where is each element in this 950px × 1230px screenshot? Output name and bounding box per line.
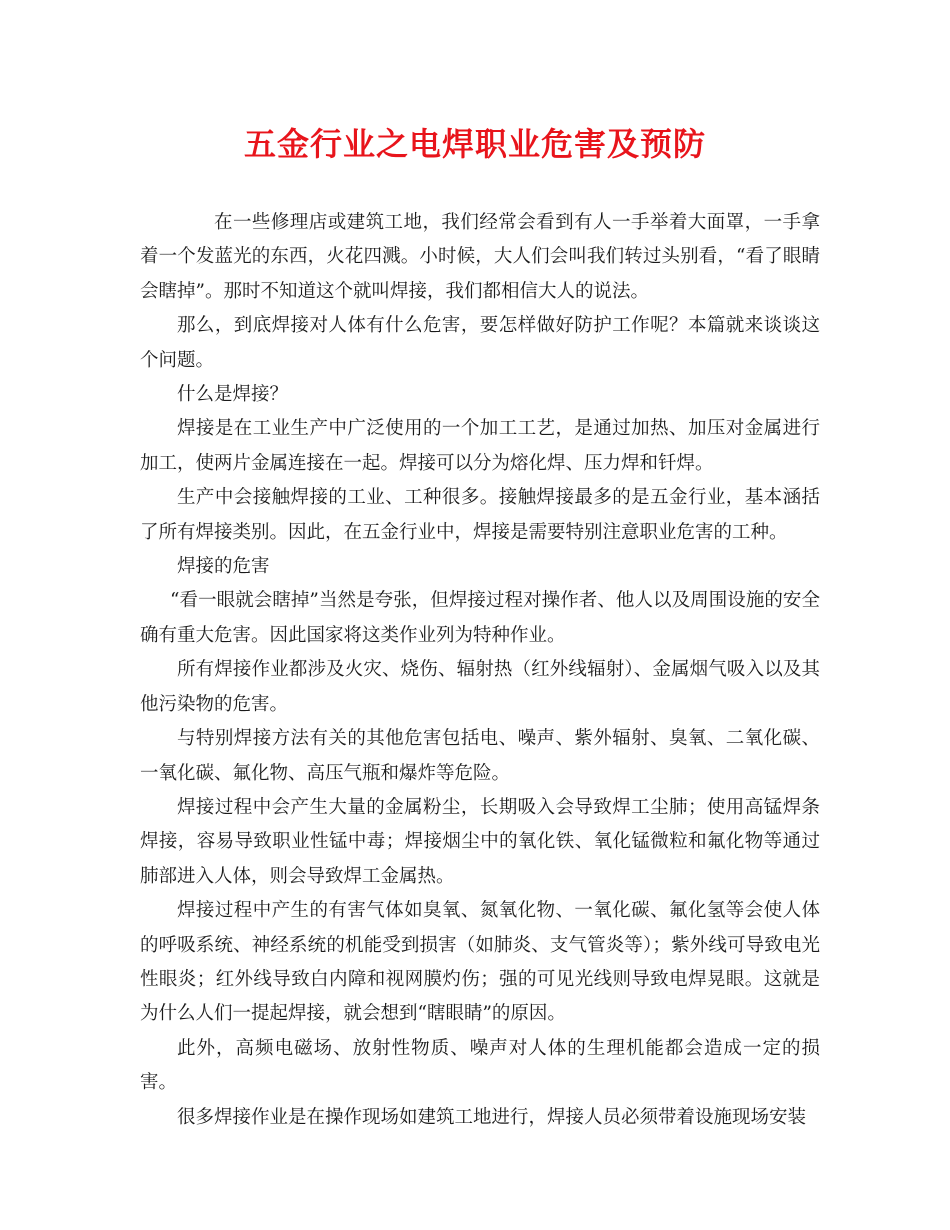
paragraph-dust-hazards: 焊接过程中会产生大量的金属粉尘，长期吸入会导致焊工尘肺；使用高锰焊条焊接，容易导致职业性锰中毒；焊接烟尘中的氧化铁、氧化锰微粒和氟化物等通过肺部进入人体，则会导致焊工金属热。 bbox=[140, 796, 820, 887]
document-title: 五金行业之电焊职业危害及预防 bbox=[243, 125, 706, 163]
paragraph-hazard-overview: “看一眼就会瞎掉”当然是夸张，但焊接过程对操作者、他人以及周围设施的安全确有重大危害。因此国家将这类作业列为特种作业。 bbox=[140, 590, 820, 646]
section-heading-what-is-welding: 什么是焊接？ bbox=[177, 384, 289, 406]
paragraph-welding-industries: 生产中会接触焊接的工业、工种很多。接触焊接最多的是五金行业，基本涵括了所有焊接类别。因此，在五金行业中，焊接是需要特别注意职业危害的工种。 bbox=[140, 487, 820, 543]
paragraph-welding-definition: 焊接是在工业生产中广泛使用的一个加工工艺，是通过加热、加压对金属进行加工，使两片金属连接在一起。焊接可以分为熔化焊、压力焊和钎焊。 bbox=[140, 418, 820, 474]
paragraph-common-hazards: 所有焊接作业都涉及火灾、烧伤、辐射热（红外线辐射）、金属烟气吸入以及其他污染物的危害。 bbox=[140, 659, 820, 715]
paragraph-other-hazards: 此外，高频电磁场、放射性物质、噪声对人体的生理机能都会造成一定的损害。 bbox=[140, 1037, 820, 1094]
paragraph-intro: 在一些修理店或建筑工地，我们经常会看到有人一手举着大面罩，一手拿着一个发蓝光的东西，火花四溅。小时候，大人们会叫我们转过头别看，“看了眼睛会瞎掉”。那时不知道这个就叫焊接，我们都相信大人的说法。 bbox=[140, 212, 820, 302]
paragraph-onsite-welding: 很多焊接作业是在操作现场如建筑工地进行，焊接人员必须带着设施现场安装 bbox=[177, 1106, 807, 1128]
paragraph-question: 那么，到底焊接对人体有什么危害，要怎样做好防护工作呢？本篇就来谈谈这个问题。 bbox=[140, 315, 820, 371]
document-body bbox=[140, 206, 820, 1135]
paragraph-gas-and-light-hazards: 焊接过程中产生的有害气体如臭氧、氮氧化物、一氧化碳、氟化氢等会使人体的呼吸系统、神经系统的机能受到损害（如肺炎、支气管炎等）；紫外线可导致电光性眼炎；红外线导致白内障和视网膜灼伤；强的可见光线则导致电焊晃眼。这就是为什么人们一提起焊接，就会想到“瞎眼睛”的原因。 bbox=[140, 900, 820, 1025]
paragraph-special-hazards: 与特别焊接方法有关的其他危害包括电、噪声、紫外辐射、臭氧、二氧化碳、一氧化碳、氟化物、高压气瓶和爆炸等危险。 bbox=[140, 728, 820, 784]
section-heading-welding-hazards: 焊接的危害 bbox=[177, 556, 270, 578]
